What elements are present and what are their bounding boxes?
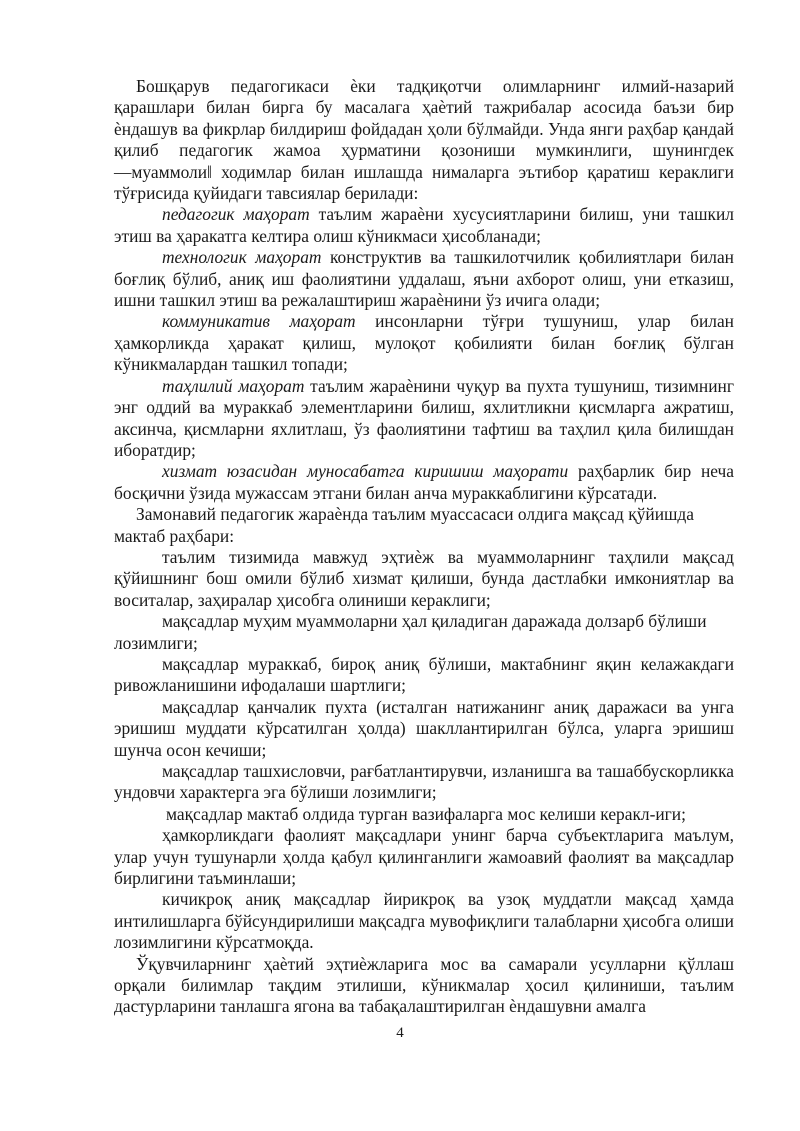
goal-item: мақсадлар ташхисловчи, рағбатлантирувчи, изланишга ва ташаббускорликка ундовчи характерга эга бўлиши лозимлиги; bbox=[114, 761, 734, 803]
goal-item: мақсадлар мураккаб, бироқ аниқ бўлиши, мактабнинг яқин келажакдаги ривожланишини ифодалаши шартлиги; bbox=[114, 653, 734, 696]
intro-paragraph: Бошқарув педагогикаси ѐки тадқиқотчи олимларнинг илмий-назарий қарашлари билан бирга бу масалага ҳаѐтий тажрибалар асосида баъзи бир ѐндашув ва фикрлар билдириш фойдадан ҳоли бўлмайди. Унда янги раҳбар қандай қилиб педагогик жамоа ҳурматини қозониши мумкинлиги, шунингдек ―муаммоли‖ ходимлар билан ишлашда нималарга эътибор қаратиш кераклиги тўғрисида қуйидаги тавсиялар берилади: bbox=[114, 76, 734, 204]
skill-item bbox=[114, 311, 734, 375]
goal-item: мақсадлар қанчалик пухта (исталган натижанинг аниқ даражаси ва унга эришиш муддати кўрсатилган ҳолда) шакллантирилган бўлса, уларга эришиш шунча осон кечиши; bbox=[114, 696, 734, 760]
skill-description: инсонларни тўғри тушуниш, улар билан ҳамкорликда ҳаракат қилиш, мулоқот қобилияти билан боғлиқ бўлган кўникмалардан ташкил топади; bbox=[114, 311, 734, 375]
goals-intro-paragraph: Замонавий педагогик жараѐнда таълим муассасаси олдига мақсад қўйишда мактаб раҳбари: bbox=[114, 504, 694, 546]
closing-paragraph: Ўқувчиларнинг ҳаѐтий эҳтиѐжларига мос ва самарали усулларни қўллаш орқали билимлар тақдим этилиши, кўникмалар ҳосил қилиниши, таълим дастурларини танлашга ягона ва табақалаштирилган ѐндашувни амалга bbox=[114, 953, 734, 1017]
skill-item bbox=[114, 204, 734, 247]
skill-description: конструктив ва ташкилотчилик қобилиятлари билан боғлиқ бўлиб, аниқ иш фаолиятини уддалаш, яъни ахборот олиш, уни етказиш, ишни ташкил этиш ва режалаштириш жараѐнини ўз ичига олади; bbox=[114, 247, 734, 311]
skill-description: таълим жараѐни хусусиятларини билиш, уни ташкил этиш ва ҳаракатга келтира олиш кўникмаси ҳисобланади; bbox=[114, 204, 734, 246]
page-number: 4 bbox=[396, 1025, 404, 1041]
skill-item bbox=[114, 461, 734, 504]
skill-term: коммуникатив маҳорат bbox=[162, 311, 356, 332]
skill-item bbox=[114, 376, 734, 462]
skill-term: технологик маҳорат bbox=[162, 247, 322, 268]
document-page bbox=[114, 76, 734, 1018]
goal-item: ҳамкорликдаги фаолият мақсадлари унинг барча субъектларига маълум, улар учун тушунарли ҳолда қабул қилинганлиги жамоавий фаолият ва мақсадлар бирлигини таъминлаши; bbox=[114, 825, 734, 889]
skill-description: раҳбарлик бир неча босқични ўзида мужассам этгани билан анча мураккаблигини кўрсатади. bbox=[114, 461, 734, 503]
goal-item: мақсадлар мактаб олдида турган вазифаларга мос келиши керакл-иги; bbox=[166, 803, 686, 824]
goal-item: таълим тизимида мавжуд эҳтиѐж ва муаммоларнинг таҳлили мақсад қўйишнинг бош омили бўлиб хизмат қилиши, бунда дастлабки имкониятлар ва воситалар, заҳиралар ҳисобга олиниши кераклиги; bbox=[114, 546, 734, 610]
skill-description: таълим жараѐнини чуқур ва пухта тушуниш, тизимнинг энг оддий ва мураккаб элементларини билиш, яхлитликни қисмларга ажратиш, аксинча, қисмларни яхлитлаш, ўз фаолиятини тафтиш ва таҳлил қила билишдан иборатдир; bbox=[114, 375, 734, 460]
goal-item: кичикроқ аниқ мақсадлар йирикроқ ва узоқ муддатли мақсад ҳамда интилишларга бўйсундирилиши мақсадга мувофиқлиги талабларни ҳисобга олиши лозимлигини кўрсатмоқда. bbox=[114, 889, 734, 953]
skill-term: педагогик маҳорат bbox=[162, 204, 310, 225]
skill-term: таҳлилий маҳорат bbox=[162, 375, 305, 396]
skill-term: хизмат юзасидан муносабатга киришиш маҳорати bbox=[162, 461, 569, 482]
goal-item: мақсадлар муҳим муаммоларни ҳал қиладиган даражада долзарб бўлиши лозимлиги; bbox=[114, 611, 707, 653]
skill-item bbox=[114, 247, 734, 311]
